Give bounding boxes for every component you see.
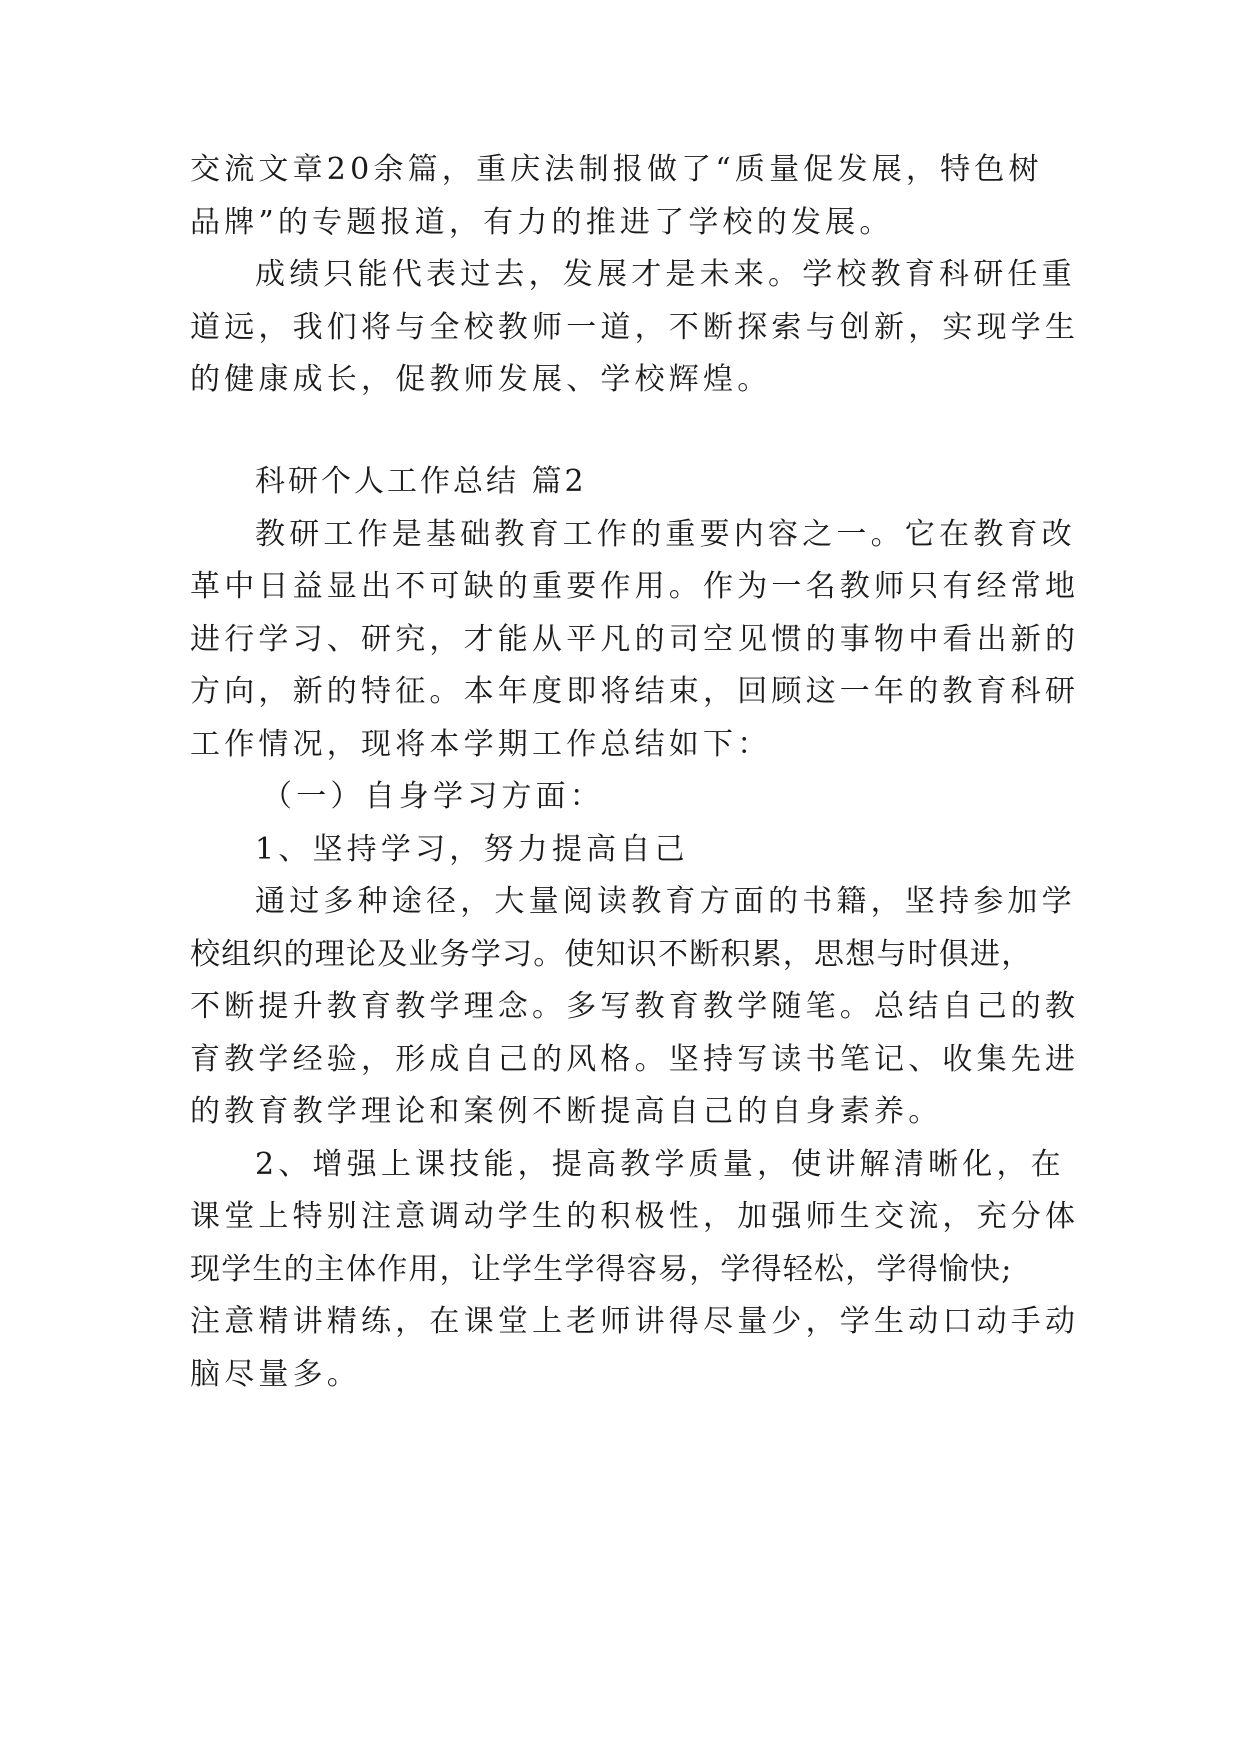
paragraph-line: 校组织的理论及业务学习。使知识不断积累，思想与时俱进， — [190, 937, 1033, 972]
paragraph-line: 品牌”的专题报道，有力的推进了学校的发展。 — [190, 205, 894, 240]
paragraph-line: 注意精讲精练，在课堂上老师讲得尽量少，学生动口动手动 — [190, 1304, 1080, 1339]
paragraph-line: 课堂上特别注意调动学生的积极性，加强师生交流，充分体 — [190, 1199, 1080, 1234]
paragraph-line: 交流文章20余篇，重庆法制报做了“质量促发展，特色树 — [190, 152, 1043, 187]
paragraph-line: 2、增强上课技能，提高教学质量，使讲解清晰化，在 — [255, 1147, 1065, 1182]
paragraph-line: 成绩只能代表过去，发展才是未来。学校教育科研任重 — [255, 257, 1076, 292]
paragraph-line: 进行学习、研究，才能从平凡的司空见惯的事物中看出新的 — [190, 622, 1080, 657]
paragraph-line: 革中日益显出不可缺的重要作用。作为一名教师只有经常地 — [190, 569, 1080, 604]
subsection-heading: （一）自身学习方面： — [262, 779, 604, 814]
paragraph-line: 方向，新的特征。本年度即将结束，回顾这一年的教育科研 — [190, 674, 1080, 709]
paragraph-line: 通过多种途径，大量阅读教育方面的书籍，坚持参加学 — [255, 884, 1076, 919]
paragraph-line: 工作情况，现将本学期工作总结如下： — [190, 727, 772, 762]
paragraph-line: 道远，我们将与全校教师一道，不断探索与创新，实现学生 — [190, 310, 1080, 345]
section-heading: 科研个人工作总结 篇2 — [255, 464, 587, 499]
paragraph-line: 育教学经验，形成自己的风格。坚持写读书笔记、收集先进 — [190, 1042, 1080, 1077]
paragraph-line: 的教育教学理论和案例不断提高自己的自身素养。 — [190, 1094, 943, 1129]
list-item-heading: 1、坚持学习，努力提高自己 — [255, 832, 689, 867]
paragraph-line: 脑尽量多。 — [190, 1357, 361, 1392]
paragraph-line: 教研工作是基础教育工作的重要内容之一。它在教育改 — [255, 517, 1076, 552]
paragraph-line: 的健康成长，促教师发展、学校辉煌。 — [190, 362, 772, 397]
paragraph-line: 现学生的主体作用，让学生学得容易，学得轻松，学得愉快; — [190, 1252, 1013, 1287]
paragraph-line: 不断提升教育教学理念。多写教育教学随笔。总结自己的教 — [190, 989, 1080, 1024]
